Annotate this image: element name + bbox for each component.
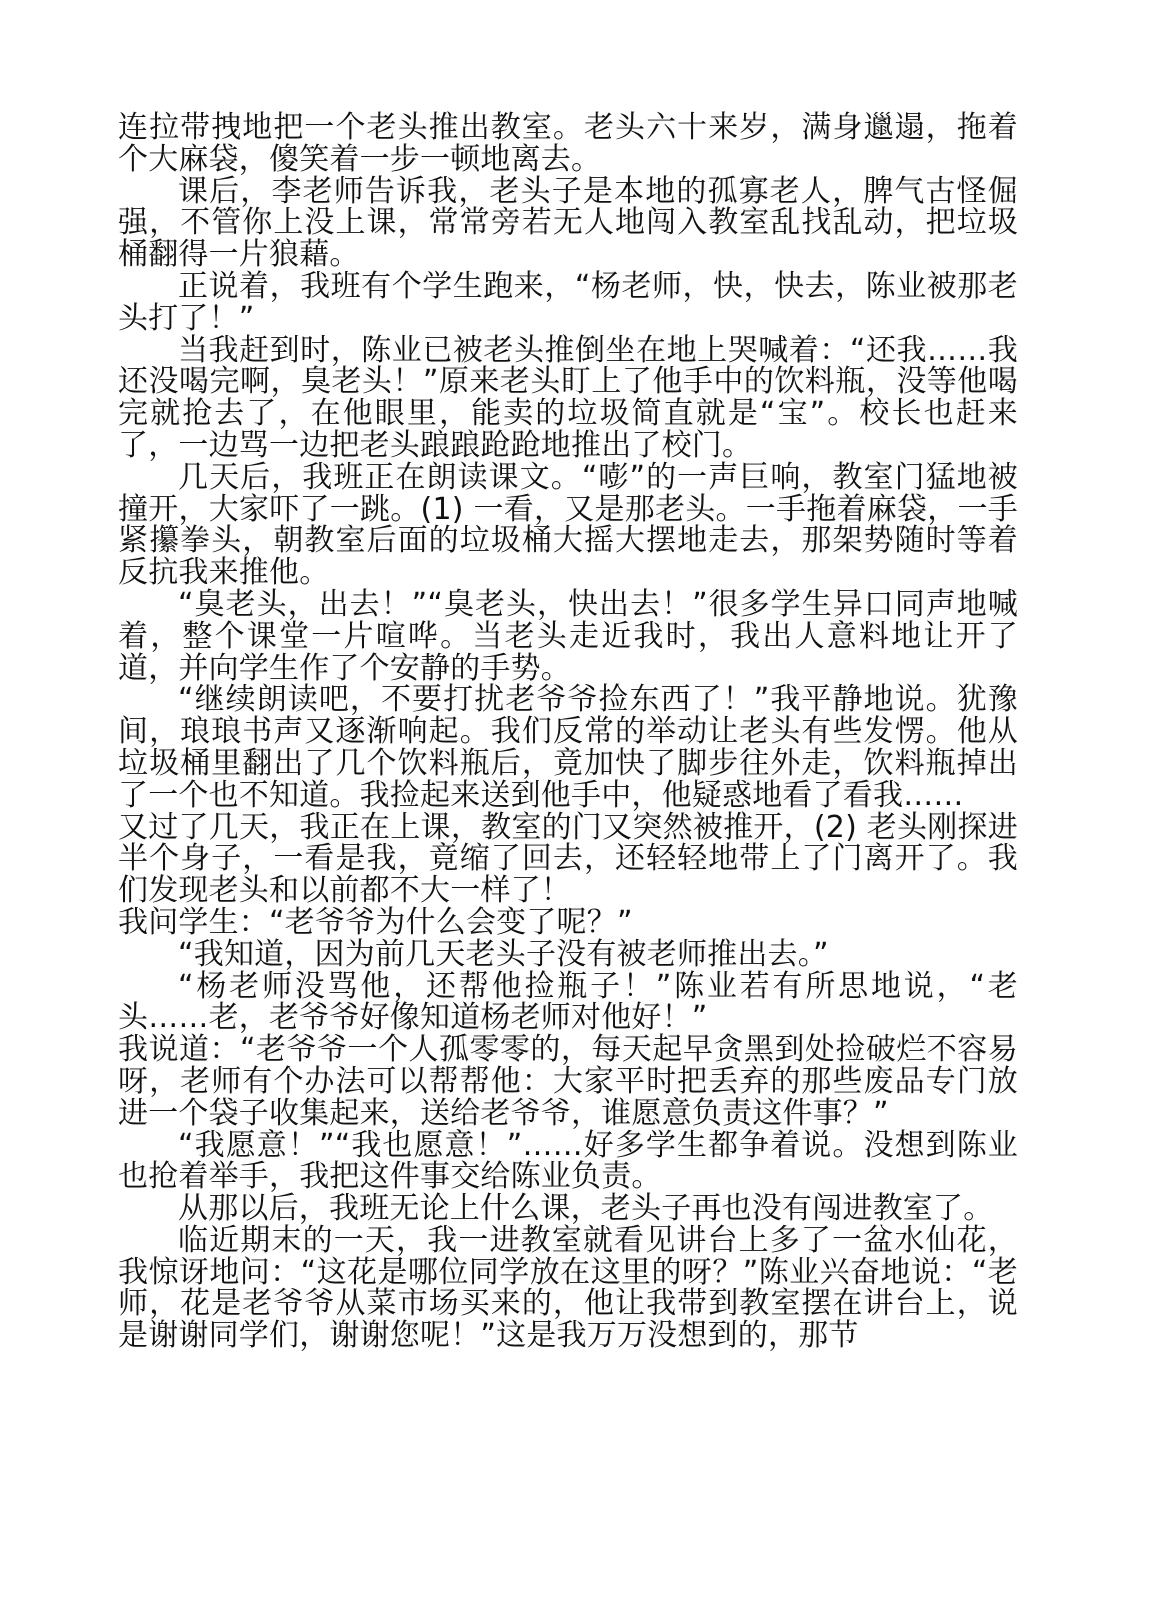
- paragraph-9: 我问学生：“老爷爷为什么会变了呢？”: [118, 904, 633, 940]
- paragraph-8: 又过了几天，我正在上课，教室的门又突然被推开，(2) 老头刚探进半个身子，一看是我，竟缩了回去，还轻轻地带上了门离开了。我们发现老头和以前都不大一样了！: [118, 809, 1018, 909]
- paragraph-2: 课后，李老师告诉我，老头子是本地的孤寡老人，脾气古怪倔强，不管你上没上课，常常旁若无人地闯入教室乱找乱动，把垃圾桶翻得一片狼藉。: [118, 173, 1018, 273]
- paragraph-12: 我说道：“老爷爷一个人孤零零的，每天起早贪黑到处捡破烂不容易呀，老师有个办法可以帮帮他：大家平时把丢弃的那些废品专门放进一个袋子收集起来，送给老爷爷，谁愿意负责这件事？”: [118, 1032, 1018, 1131]
- paragraph-1: 连拉带拽地把一个老头推出教室。老头六十来岁，满身邋遢，拖着个大麻袋，傻笑着一步一顿地离去。: [118, 110, 1018, 177]
- paragraph-13: “我愿意！”“我也愿意！”……好多学生都争着说。没想到陈业也抢着举手，我把这件事交给陈业负责。: [118, 1127, 1018, 1195]
- paragraph-3: 正说着，我班有个学生跑来，“杨老师，快，快去，陈业被那老头打了！”: [118, 268, 1018, 336]
- document-page: [118, 112, 1018, 1352]
- paragraph-15: 临近期末的一天，我一进教室就看见讲台上多了一盆水仙花，我惊讶地问：“这花是哪位同学放在这里的呀？”陈业兴奋地说：“老师，花是老爷爷从菜市场买来的，他让我带到教室摆在讲台上，说是谢谢同学们，谢谢您呢！”这是我万万没想到的，那节: [118, 1222, 1018, 1354]
- paragraph-7: “继续朗读吧，不要打扰老爷爷捡东西了！”我平静地说。犹豫间，琅琅书声又逐渐响起。我们反常的举动让老头有些发愣。他从垃圾桶里翻出了几个饮料瓶后，竟加快了脚步往外走，饮料瓶掉出了一个也不知道。我捡起来送到他手中，他疑惑地看了看我……: [118, 682, 1018, 813]
- paragraph-4: 当我赶到时，陈业已被老头推倒坐在地上哭喊着：“还我……我还没喝完啊，臭老头！”原来老头盯上了他手中的饮料瓶，没等他喝完就抢去了，在他眼里，能卖的垃圾简直就是“宝”。校长也赶来了，一边骂一边把老头踉踉跄跄地推出了校门。: [118, 332, 1018, 463]
- paragraph-10: “我知道，因为前几天老头子没有被老师推出去。”: [178, 936, 829, 972]
- paragraph-5: 几天后，我班正在朗读课文。“嘭”的一声巨响，教室门猛地被撞开，大家吓了一跳。(1) 一看，又是那老头。一手拖着麻袋，一手紧攥拳头，朝教室后面的垃圾桶大摇大摆地走去，那架势随时等着反抗我来推他。: [118, 459, 1018, 591]
- paragraph-6: “臭老头，出去！”“臭老头，快出去！”很多学生异口同声地喊着，整个课堂一片喧哗。当老头走近我时，我出人意料地让开了道，并向学生作了个安静的手势。: [118, 586, 1018, 686]
- paragraph-14: 从那以后，我班无论上什么课，老头子再也没有闯进教室了。: [178, 1191, 994, 1227]
- paragraph-11: “杨老师没骂他，还帮他捡瓶子！”陈业若有所思地说，“老头……老，老爷爷好像知道杨老师对他好！”: [118, 968, 1018, 1036]
